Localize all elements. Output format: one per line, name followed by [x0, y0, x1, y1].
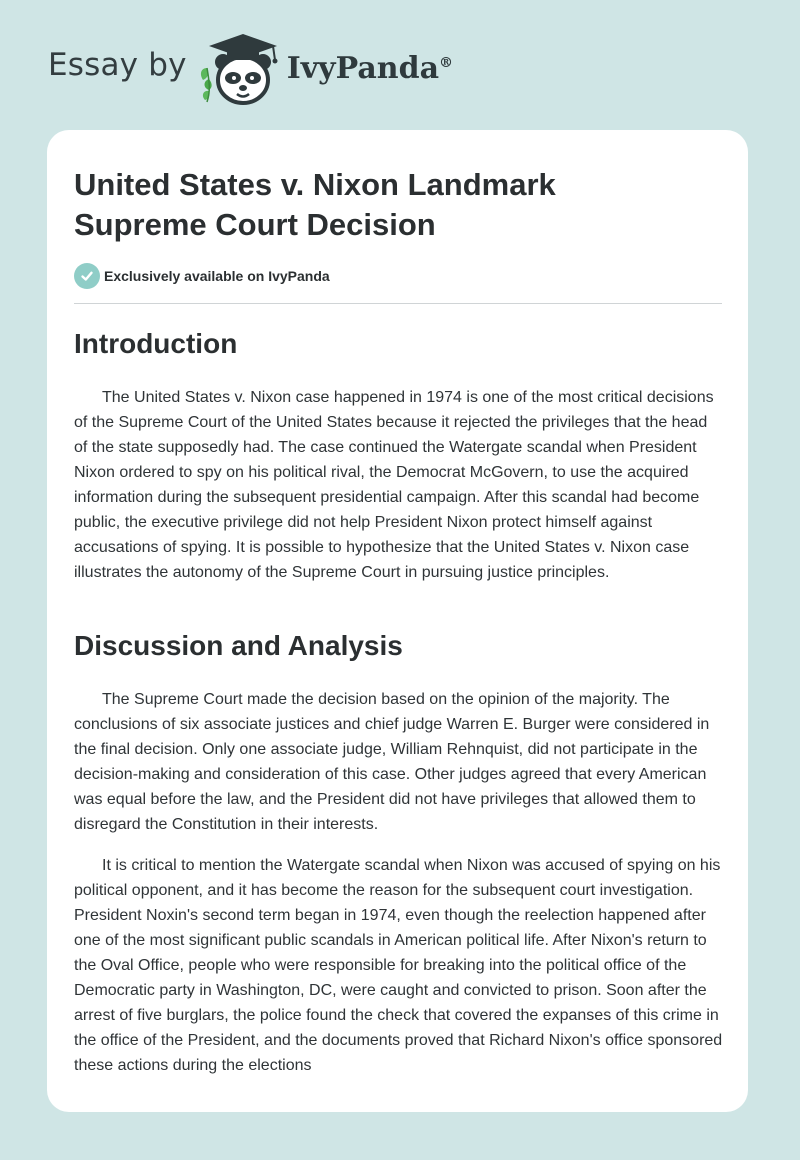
site-brand[interactable]: [48, 30, 453, 110]
registered-mark: ®: [439, 54, 454, 71]
paragraph: The United States v. Nixon case happened in 1974 is one of the most critical decisions of the Supreme Court of the United States because it rejected the privileges that the head of the state supposedly had. The case continued the Watergate scandal when President Nixon ordered to spy on his political rival, the Democrat McGovern, to use the acquired information during the subsequent presidential campaign. After this scandal had become public, the executive privilege did not help President Nixon protect himself against accusations of spying. It is possible to hypothesize that the United States v. Nixon case illustrates the autonomy of the Supreme Court in pursuing justice principles.: [74, 389, 714, 581]
paragraph: It is critical to mention the Watergate scandal when Nixon was accused of spying on his political opponent, and it has become the reason for the subsequent court investigation. President Noxin's second term began in 1974, even though the reelection happened after one of the most significant public scandals in American political life. After Nixon's return to the Oval Office, people who were responsible for breaking into the political office of the Democratic party in Washington, DC, were caught and convicted to prison. Soon after the arrest of five burglars, the police found the check that covered the expanses of this crime in the office of the President, and the documents proved that Richard Nixon's office sponsored these actions during the elections: [74, 857, 723, 1074]
essay-title: United States v. Nixon Landmark Supreme Court Decision: [74, 167, 556, 242]
section-heading-introduction: Introduction: [74, 328, 238, 359]
brand-name: IvyPanda®: [286, 50, 454, 86]
check-icon: [74, 263, 100, 289]
essay-card: [47, 130, 748, 1112]
panda-logo-icon: [197, 28, 281, 113]
exclusive-badge: [74, 263, 330, 289]
exclusive-label: Exclusively available on IvyPanda: [104, 268, 330, 284]
paragraph: The Supreme Court made the decision based on the opinion of the majority. The conclusions of six associate justices and chief judge Warren E. Burger were considered in the final decision. Only one associate judge, William Rehnquist, did not participate in the decision-making and consideration of this case. Other judges agreed that every American was equal before the law, and the President did not have privileges that allowed them to disregard the Constitution in their interests.: [74, 691, 710, 833]
divider: [74, 303, 722, 304]
brand-prefix: Essay by: [48, 47, 187, 83]
section-heading-discussion: Discussion and Analysis: [74, 630, 403, 661]
